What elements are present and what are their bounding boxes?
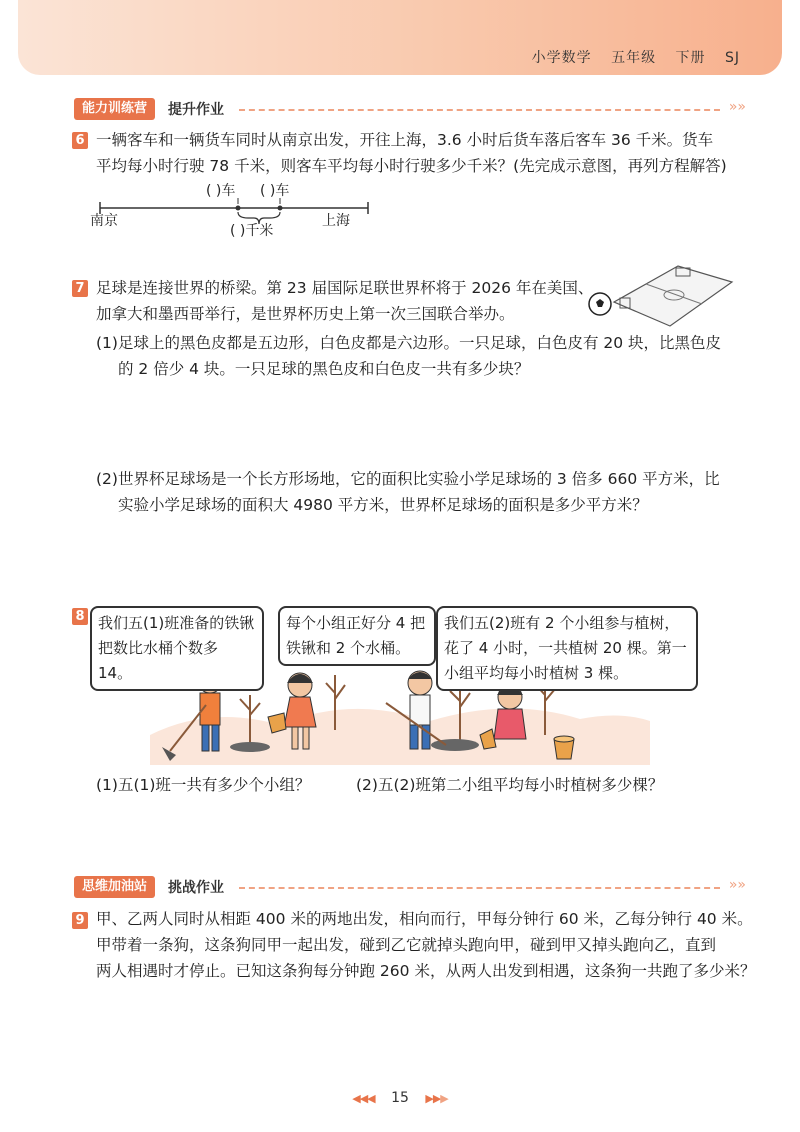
header-grade: 五年级 [611, 50, 657, 66]
q6-line-2: 平均每小时行驶 78 千米，则客车平均每小时行驶多少千米？(先完成示意图，再列方程解答) [96, 157, 727, 175]
q9-line-1: 甲、乙两人同时从相距 400 米的两地出发，相向而行，甲每分钟行 60 米，乙每分钟行 40 米。 [96, 910, 753, 928]
q8-part2: (2)五(2)班第二小组平均每小时植树多少棵？ [356, 776, 664, 794]
diagram-start-label: 南京 [90, 213, 118, 229]
section-badge: 思维加油站 [74, 876, 155, 898]
section-title: 挑战作业 [168, 880, 224, 896]
bubble-3-line-2: 花了 4 小时，一共植树 20 棵。第一 [444, 639, 687, 657]
diagram-end-label: 上海 [322, 213, 350, 229]
header-info [518, 47, 740, 67]
section-divider [239, 887, 720, 889]
speech-bubble-class2 [436, 606, 698, 691]
bubble-2-line-1: 每个小组正好分 4 把 [286, 614, 426, 632]
bubble-1-line-1: 我们五(1)班准备的铁锹 [98, 614, 255, 632]
q6-line-diagram [90, 180, 380, 240]
section-divider [239, 109, 720, 111]
header-subject: 小学数学 [531, 50, 592, 66]
section-heading-1 [74, 98, 746, 120]
q7-intro-2: 加拿大和墨西哥举行，是世界杯历史上第一次三国联合举办。 [96, 305, 515, 323]
section-badge: 能力训练营 [74, 98, 155, 120]
speech-bubble-class1 [90, 606, 264, 691]
q7-part1-line-1: (1)足球上的黑色皮都是五边形，白色皮都是六边形。一只足球，白色皮有 20 块，比黑色皮 [96, 334, 722, 352]
right-arrows-icon: ▶▶▶ [425, 1092, 448, 1105]
q7-part2-line-1: (2)世界杯足球场是一个长方形场地，它的面积比实验小学足球场的 3 倍多 660 平方米，比 [96, 470, 720, 488]
double-chevron-icon: »» [728, 99, 746, 115]
question-number: 8 [72, 608, 88, 625]
bubble-3-line-1: 我们五(2)班有 2 个小组参与植树， [444, 614, 680, 632]
q7-part2-line-2: 实验小学足球场的面积大 4980 平方米，世界杯足球场的面积是多少平方米？ [118, 496, 648, 514]
q9-line-3: 两人相遇时才停止。已知这条狗每分钟跑 260 米，从两人出发到相遇，这条狗一共跑了多少米？ [96, 962, 756, 980]
speech-bubble-group [278, 606, 436, 666]
q7-part1-line-2: 的 2 倍少 4 块。一只足球的黑色皮和白色皮一共有多少块？ [118, 360, 530, 378]
q9-line-2: 甲带着一条狗，这条狗同甲一起出发，碰到乙它就掉头跑向甲，碰到甲又掉头跑向乙，直到 [96, 936, 717, 954]
section-heading-2 [74, 876, 746, 898]
question-number: 6 [72, 132, 88, 149]
left-arrows-icon: ◀◀◀ [352, 1092, 375, 1105]
q7-intro-1: 足球是连接世界的桥梁。第 23 届国际足联世界杯将于 2026 年在美国、 [96, 279, 594, 297]
soccer-field-illustration [586, 262, 736, 332]
q6-line-1: 一辆客车和一辆货车同时从南京出发，开往上海，3.6 小时后货车落后客车 36 千米。货车 [96, 131, 714, 149]
page-footer [0, 1090, 800, 1106]
question-number: 7 [72, 280, 88, 297]
header-term: 下册 [675, 50, 706, 66]
q8-part1: (1)五(1)班一共有多少个小组？ [96, 776, 311, 794]
question-number: 9 [72, 912, 88, 929]
diagram-car-1: ( )车 [206, 183, 236, 199]
double-chevron-icon: »» [728, 877, 746, 893]
diagram-car-2: ( )车 [260, 183, 290, 199]
page-number: 15 [391, 1090, 409, 1106]
section-title: 提升作业 [168, 102, 224, 118]
bubble-3-line-3: 小组平均每小时植树 3 棵。 [444, 664, 629, 682]
header-edition: SJ [724, 50, 740, 66]
diagram-gap-label: ( )千米 [230, 223, 274, 239]
bubble-2-line-2: 铁锹和 2 个水桶。 [286, 639, 411, 657]
bubble-1-line-2: 把数比水桶个数多 14。 [98, 639, 219, 682]
